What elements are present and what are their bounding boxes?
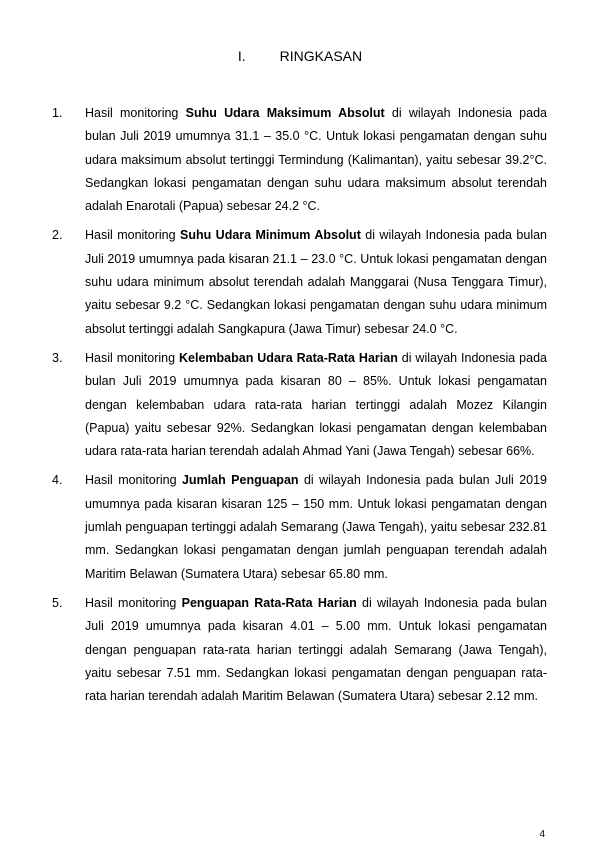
item-number: 2.: [52, 228, 63, 243]
page-number: 4: [539, 829, 545, 840]
section-heading: [0, 48, 600, 64]
item-body-text: di wilayah Indonesia pada bulan Juli 2019 umumnya pada kisaran 21.1 – 23.0 °C. Untuk lokasi pengamatan dengan suhu udara minimum absolut terendah adalah Manggarai (Nusa Tenggara Timur), yaitu sebesar 9.2 °C. Sedangkan lokasi pengamatan dengan suhu udara minimum absolut tertinggi adalah Sangkapura (Jawa Timur) sebesar 24.0 °C.: [85, 228, 547, 336]
item-body-text: di wilayah Indonesia pada bulan Juli 2019 umumnya pada kisaran 4.01 – 5.00 mm. Untuk lokasi pengamatan dengan penguapan rata-rata harian tertinggi adalah Semarang (Jawa Tengah), yaitu sebesar 7.51 mm. Sedangkan lokasi pengamatan dengan penguapan rata-rata harian terendah adalah Maritim Belawan (Sumatera Utara) sebesar 2.12 mm.: [85, 595, 548, 704]
item-lead-text: Hasil monitoring: [85, 228, 180, 243]
summary-item-evaporation-daily: [52, 592, 547, 708]
item-body-text: di wilayah Indonesia pada bulan Juli 2019 umumnya pada kisaran kisaran 125 – 150 mm. Untuk lokasi pengamatan dengan jumlah penguapan tertinggi adalah Semarang (Jawa Tengah), yaitu sebesar 232.81 mm. Sedangkan lokasi pengamatan dengan jumlah penguapan terendah adalah Maritim Belawan (Sumatera Utara) sebesar 65.80 mm.: [85, 473, 547, 581]
item-text: [85, 596, 547, 703]
summary-item-max-temperature: [52, 102, 547, 218]
item-number: 3.: [52, 350, 63, 365]
item-number: 5.: [52, 595, 63, 610]
item-body-text: di wilayah Indonesia pada bulan Juli 2019 umumnya pada kisaran 80 – 85%. Untuk lokasi pengamatan dengan kelembaban udara rata-rata harian tertinggi adalah Mozez Kilangin (Papua) yaitu sebesar 92%. Sedangkan lokasi pengamatan dengan kelembaban udara rata-rata harian terendah adalah Ahmad Yani (Jawa Tengah) sebesar 66%.: [85, 350, 547, 459]
item-text: [85, 228, 547, 335]
summary-list: [52, 102, 547, 714]
section-number: I.: [237, 48, 246, 64]
item-topic: Jumlah Penguapan: [181, 473, 299, 488]
item-text: [85, 473, 547, 580]
item-number: 4.: [52, 473, 63, 488]
item-lead-text: Hasil monitoring: [85, 595, 182, 610]
item-lead-text: Hasil monitoring: [85, 473, 182, 488]
item-topic: Suhu Udara Minimum Absolut: [180, 228, 361, 243]
item-topic: Suhu Udara Maksimum Absolut: [185, 106, 385, 120]
summary-item-humidity: [52, 347, 547, 463]
item-lead-text: Hasil monitoring: [85, 106, 186, 120]
summary-item-min-temperature: [52, 224, 547, 340]
item-topic: Kelembaban Udara Rata-Rata Harian: [179, 350, 398, 365]
item-number: 1.: [52, 106, 63, 120]
item-text: [85, 106, 547, 213]
summary-item-evaporation-total: [52, 469, 547, 585]
item-topic: Penguapan Rata-Rata Harian: [181, 595, 357, 610]
item-text: [85, 351, 547, 458]
item-body-text: di wilayah Indonesia pada bulan Juli 2019 umumnya 31.1 – 35.0 °C. Untuk lokasi pengamatan dengan suhu udara maksimum absolut tertinggi Termindung (Kalimantan), yaitu sebesar 39.2°C. Sedangkan lokasi pengamatan dengan suhu udara maksimum absolut terendah adalah Enarotali (Papua) sebesar 24.2 °C.: [85, 106, 547, 214]
section-title: RINGKASAN: [279, 48, 363, 64]
item-lead-text: Hasil monitoring: [85, 350, 180, 365]
